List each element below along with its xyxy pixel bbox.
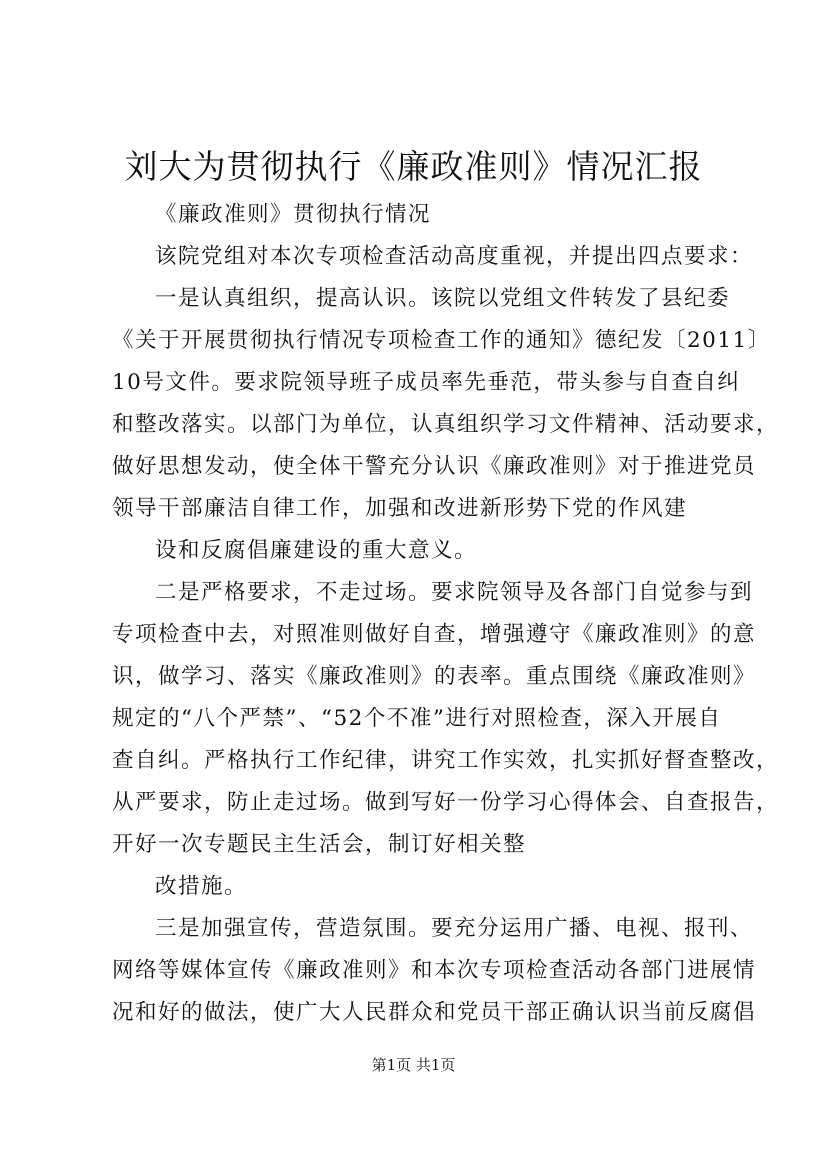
text-line: 《廉政准则》贯彻执行情况	[155, 202, 432, 227]
text-line: 开好一次专题民主生活会，制订好相关整	[112, 832, 527, 857]
text-line: 查自纠。严格执行工作纪律，讲究工作实效，扎实抓好督查整改，	[112, 748, 780, 773]
text-line: 网络等媒体宣传《廉政准则》和本次专项检查活动各部门进展情	[112, 958, 757, 983]
text-line: 三是加强宣传，营造氛围。要充分运用广播、电视、报刊、	[155, 916, 754, 941]
text-line: 专项检查中去，对照准则做好自查，增强遵守《廉政准则》的意	[112, 622, 757, 647]
text-line: 从严要求，防止走过场。做到写好一份学习心得体会、自查报告，	[112, 790, 780, 815]
text-line: 规定的“八个严禁”、“52个不准”进行对照检查，深入开展自	[112, 706, 722, 731]
text-line: 二是严格要求，不走过场。要求院领导及各部门自觉参与到	[155, 580, 754, 605]
text-line: 改措施。	[155, 874, 248, 899]
text-line: 况和好的做法，使广大人民群众和党员干部正确认识当前反腐倡	[112, 1000, 757, 1025]
text-line: 做好思想发动，使全体干警充分认识《廉政准则》对于推进党员	[112, 454, 757, 479]
document-title: 刘大为贯彻执行《廉政准则》情况汇报	[124, 147, 703, 186]
text-line: 10号文件。要求院领导班子成员率先垂范，带头参与自查自纠	[112, 370, 741, 395]
text-line: 一是认真组织，提高认识。该院以党组文件转发了县纪委	[155, 286, 731, 311]
text-line: 领导干部廉洁自律工作，加强和改进新形势下党的作风建	[112, 496, 688, 521]
text-line: 和整改落实。以部门为单位，认真组织学习文件精神、活动要求，	[112, 412, 780, 437]
page-footer: 第1页 共1页	[371, 1056, 456, 1074]
text-line: 该院党组对本次专项检查活动高度重视，并提出四点要求：	[155, 244, 754, 269]
text-line: 识，做学习、落实《廉政准则》的表率。重点围绕《廉政准则》	[112, 664, 757, 689]
text-line: 设和反腐倡廉建设的重大意义。	[155, 538, 478, 563]
text-line: 《关于开展贯彻执行情况专项检查工作的通知》德纪发〔2011〕	[112, 328, 771, 353]
